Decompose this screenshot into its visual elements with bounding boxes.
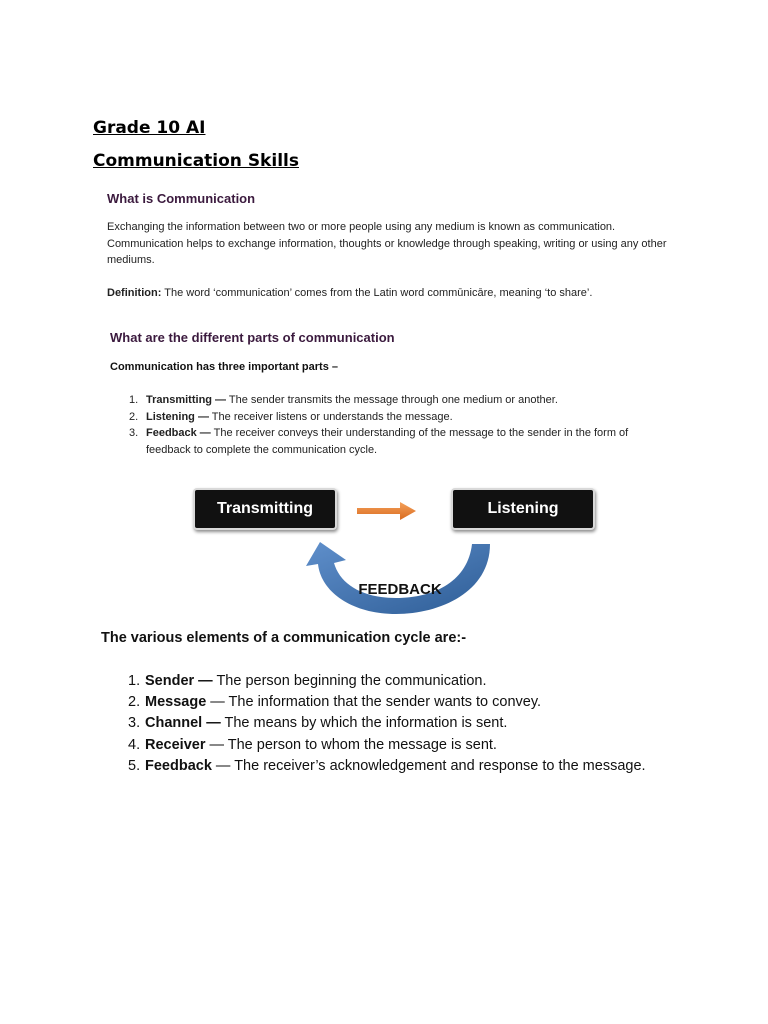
element-desc: — The information that the sender wants to convey. <box>206 694 542 711</box>
part-term: Transmitting — <box>146 394 227 406</box>
parts-intro: Communication has three important parts – <box>110 361 338 373</box>
part-desc: The receiver conveys their understanding of the message to the sender in the form of feedback to complete the communication cycle. <box>146 427 629 456</box>
list-item <box>100 756 720 777</box>
document-title: Grade 10 AI <box>93 118 206 138</box>
list-number: 1. <box>129 394 139 406</box>
communication-paragraph: Exchanging the information between two or more people using any medium is known as communication. Communication helps to exchange information, thoughts or knowledge through speaking, writing or using any other mediums. <box>107 221 667 266</box>
elements-list <box>100 671 720 777</box>
list-number: 2. <box>129 410 139 423</box>
section-heading-communication-cycle: The various elements of a communication cycle are:- <box>101 630 467 646</box>
element-term: Channel — <box>145 715 221 732</box>
section-heading-parts-of-communication: What are the different parts of communication <box>110 330 395 345</box>
part-term: Feedback — <box>146 427 211 439</box>
section-heading-what-is-communication: What is Communication <box>107 191 256 206</box>
part-term: Listening — <box>146 410 209 423</box>
part-desc: The sender transmits the message through one medium or another. <box>226 394 558 406</box>
element-desc: The means by which the information is sent. <box>220 715 508 732</box>
list-item <box>100 671 720 692</box>
definition-label: Definition: <box>107 287 162 299</box>
part-desc: The receiver listens or understands the message. <box>208 410 453 423</box>
list-number: 5. <box>128 757 141 774</box>
element-desc: — The person to whom the message is sent. <box>205 736 497 753</box>
list-number: 4. <box>128 736 141 753</box>
element-desc: The person beginning the communication. <box>212 673 487 689</box>
feedback-diagram <box>0 480 768 620</box>
parts-list <box>107 392 667 458</box>
element-term: Message <box>145 694 207 711</box>
list-item <box>107 409 667 426</box>
list-item <box>107 392 667 409</box>
definition-line <box>107 285 687 302</box>
element-term: Feedback <box>145 757 212 774</box>
list-item <box>100 735 720 756</box>
element-desc: — The receiver’s acknowledgement and response to the message. <box>211 757 646 774</box>
list-item <box>100 692 720 713</box>
list-number: 3. <box>128 715 141 732</box>
feedback-label: FEEDBACK <box>358 581 442 598</box>
element-term: Receiver <box>145 736 206 753</box>
listening-label: Listening <box>487 500 559 517</box>
list-item <box>100 713 720 734</box>
feedback-cycle-arrow-icon <box>306 542 490 614</box>
transmitting-label: Transmitting <box>216 500 313 517</box>
list-number: 3. <box>129 427 139 439</box>
list-item <box>107 425 667 458</box>
definition-text: The word ‘communication’ comes from the Latin word commūnicāre, meaning ‘to share’. <box>161 287 593 299</box>
list-number: 2. <box>128 694 141 711</box>
element-term: Sender — <box>145 673 213 689</box>
list-number: 1. <box>128 673 141 689</box>
flow-arrow-icon <box>357 502 416 520</box>
document-subtitle: Communication Skills <box>93 151 299 171</box>
